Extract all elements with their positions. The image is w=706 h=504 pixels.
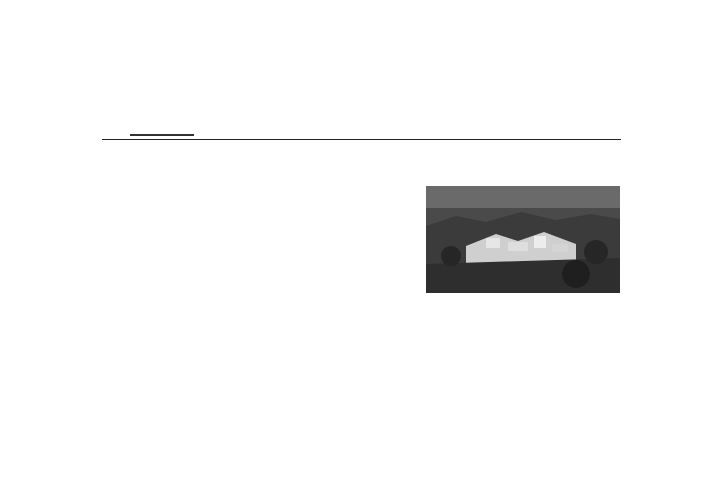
header-rule [102,139,621,140]
article-photo [426,186,620,293]
header-rule-mark [130,134,194,136]
landscape-photo [426,186,620,293]
